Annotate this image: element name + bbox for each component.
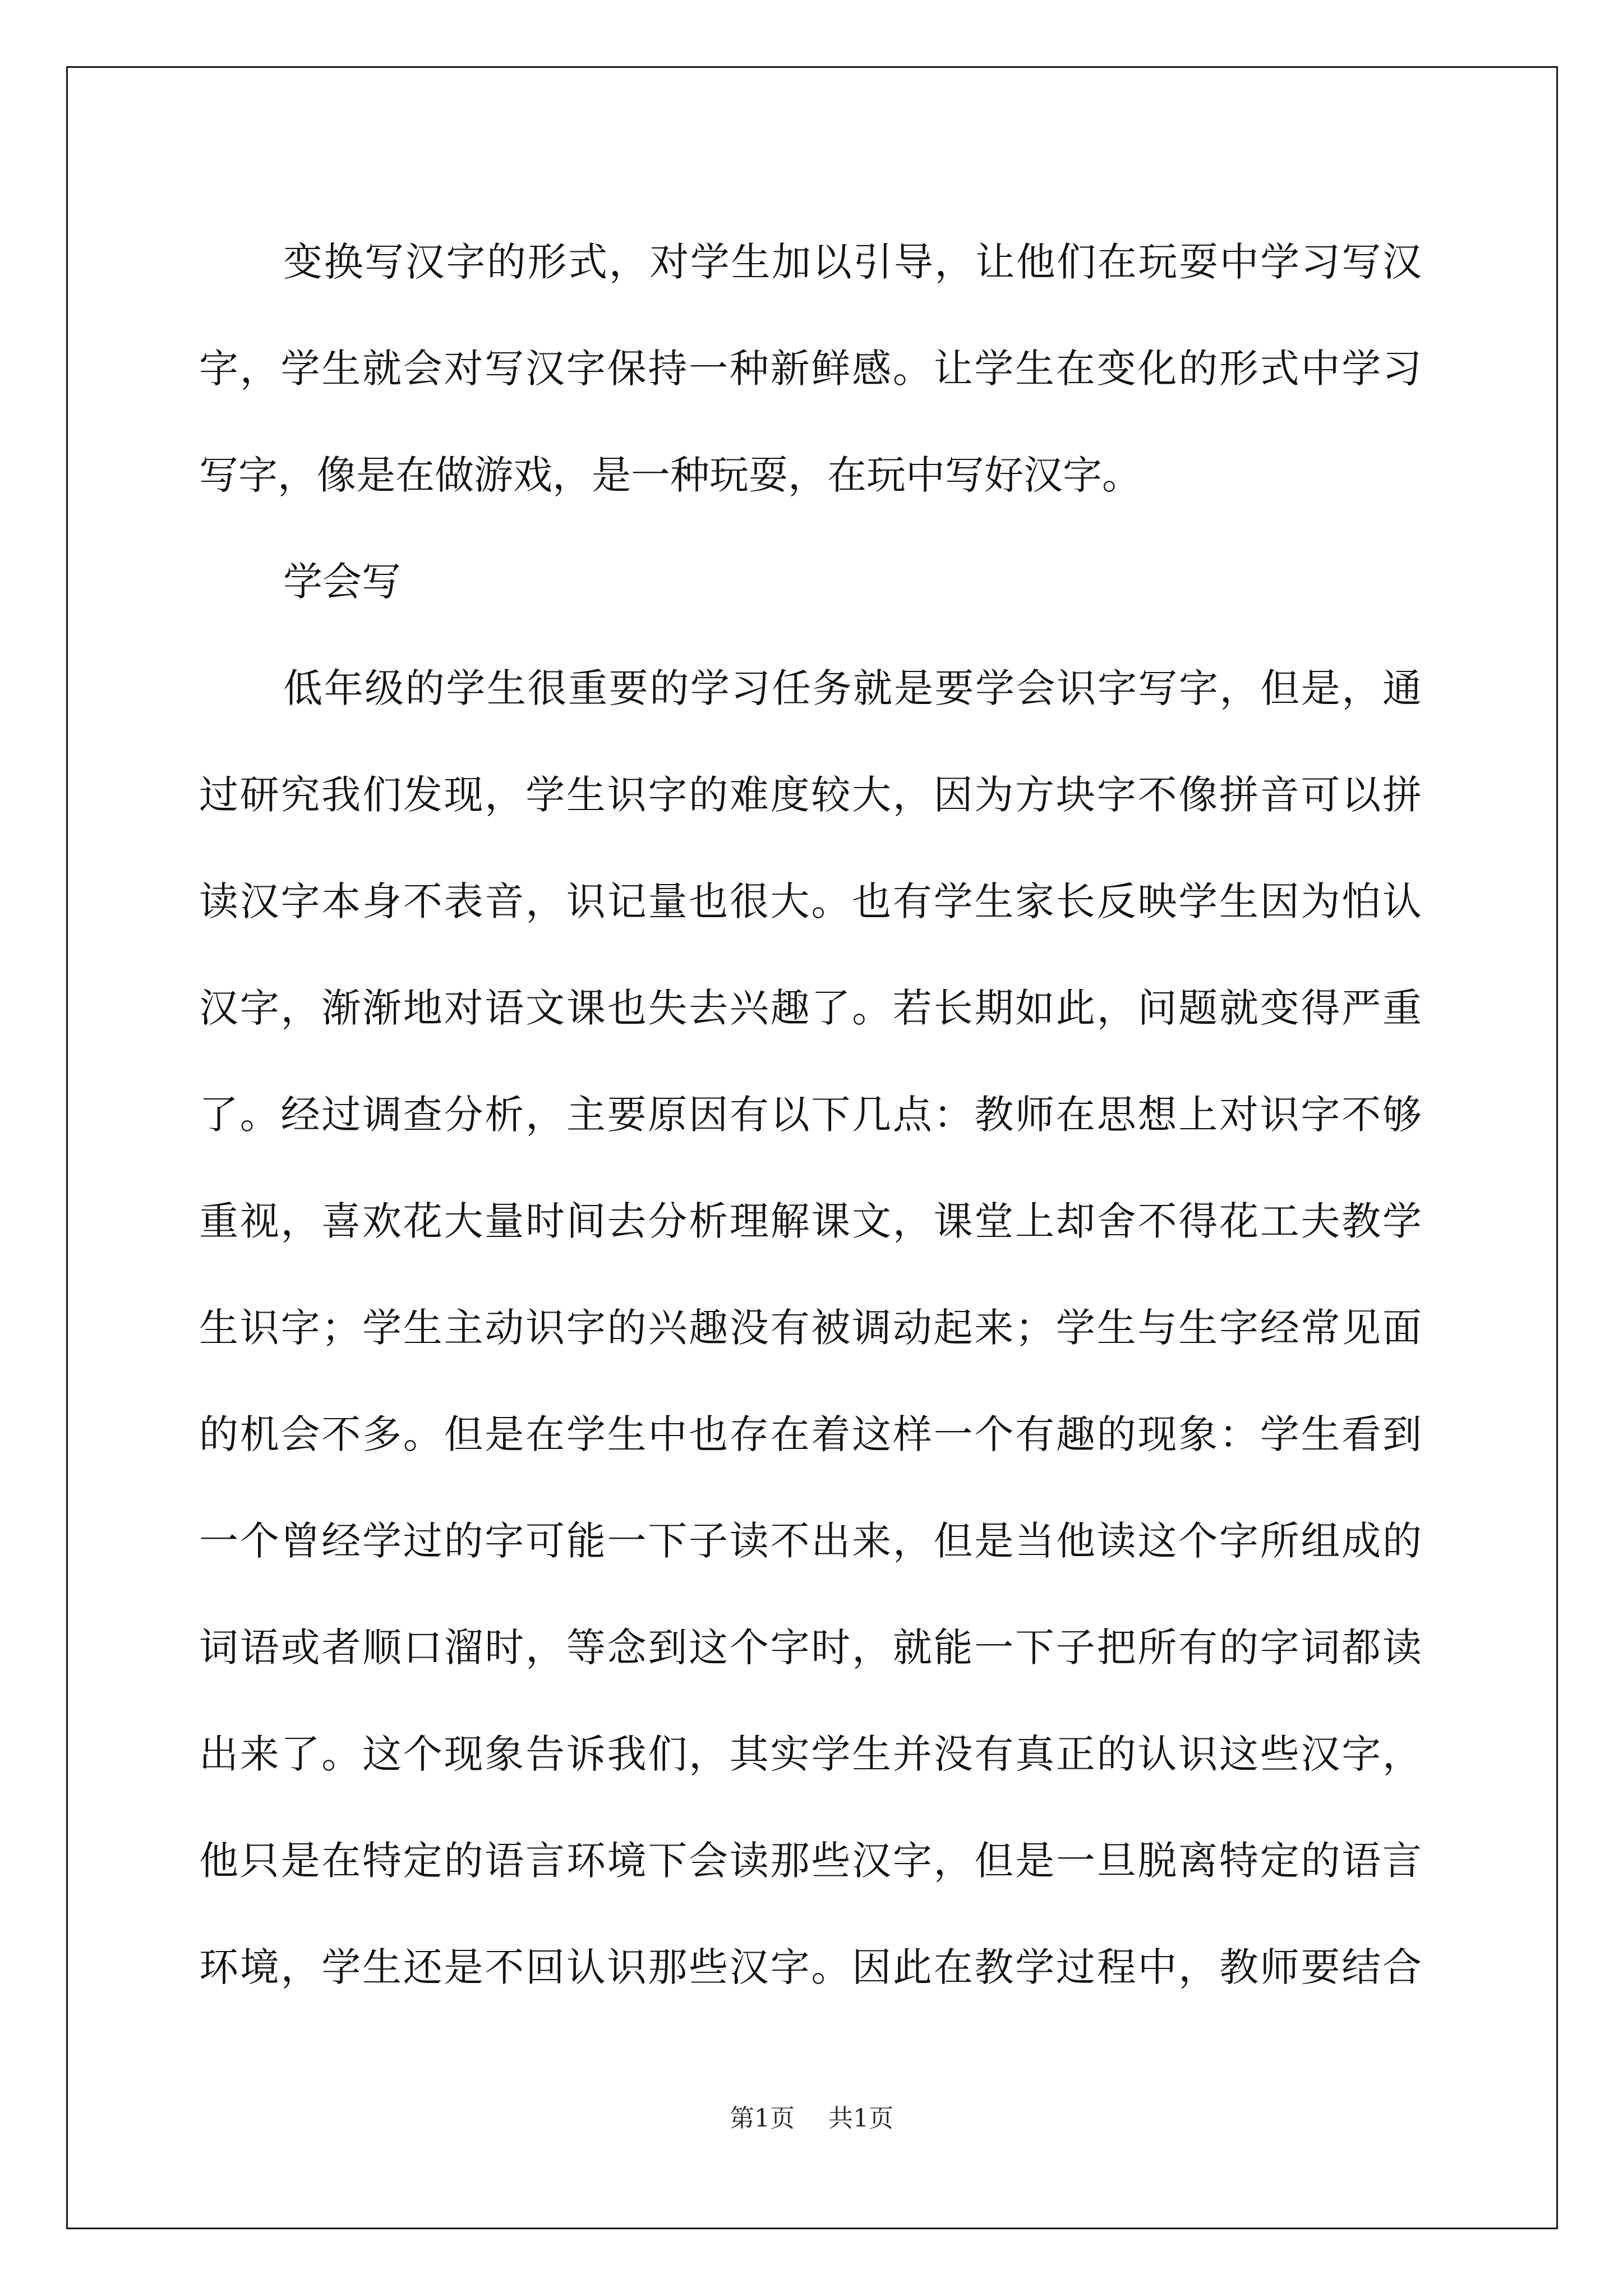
- paragraph-line: 读汉字本身不表音，识记量也很大。也有学生家长反映学生因为怕认: [199, 878, 1422, 924]
- paragraph-line: 的机会不多。但是在学生中也存在着这样一个有趣的现象：学生看到: [199, 1411, 1422, 1457]
- paragraph-line: 汉字，渐渐地对语文课也失去兴趣了。若长期如此，问题就变得严重: [199, 985, 1422, 1031]
- paragraph-line: 出来了。这个现象告诉我们，其实学生并没有真正的认识这些汉字，: [199, 1731, 1422, 1777]
- paragraph-line: 一个曾经学过的字可能一下子读不出来，但是当他读这个字所组成的: [199, 1518, 1422, 1564]
- paragraph-line: 过研究我们发现，学生识字的难度较大，因为方块字不像拼音可以拼: [199, 772, 1422, 818]
- paragraph-line: 词语或者顺口溜时，等念到这个字时，就能一下子把所有的字词都读: [199, 1625, 1422, 1671]
- section-heading: 学会写: [283, 559, 401, 605]
- paragraph-line: 他只是在特定的语言环境下会读那些汉字，但是一旦脱离特定的语言: [199, 1838, 1422, 1884]
- paragraph-line: 变换写汉字的形式，对学生加以引导，让他们在玩耍中学习写汉: [283, 239, 1422, 285]
- paragraph-line: 字，学生就会对写汉字保持一种新鲜感。让学生在变化的形式中学习: [199, 346, 1422, 392]
- paragraph-line: 低年级的学生很重要的学习任务就是要学会识字写字，但是，通: [283, 665, 1422, 711]
- paragraph-line: 了。经过调查分析，主要原因有以下几点：教师在思想上对识字不够: [199, 1092, 1422, 1138]
- paragraph-line: 重视，喜欢花大量时间去分析理解课文，课堂上却舍不得花工夫教学: [199, 1198, 1422, 1244]
- document-body: [199, 209, 1422, 2021]
- paragraph-1: [199, 209, 1422, 528]
- paragraph-line: 环境，学生还是不回认识那些汉字。因此在教学过程中，教师要结合: [199, 1944, 1422, 1990]
- paragraph-line: 写字，像是在做游戏，是一种玩耍，在玩中写好汉字。: [199, 452, 1141, 498]
- page-footer: [0, 2098, 1623, 2134]
- page-total: 共1页: [828, 2104, 893, 2133]
- paragraph-2: [199, 635, 1422, 2021]
- page-number: 第1页: [730, 2104, 795, 2133]
- paragraph-line: 生识字；学生主动识字的兴趣没有被调动起来；学生与生字经常见面: [199, 1305, 1422, 1351]
